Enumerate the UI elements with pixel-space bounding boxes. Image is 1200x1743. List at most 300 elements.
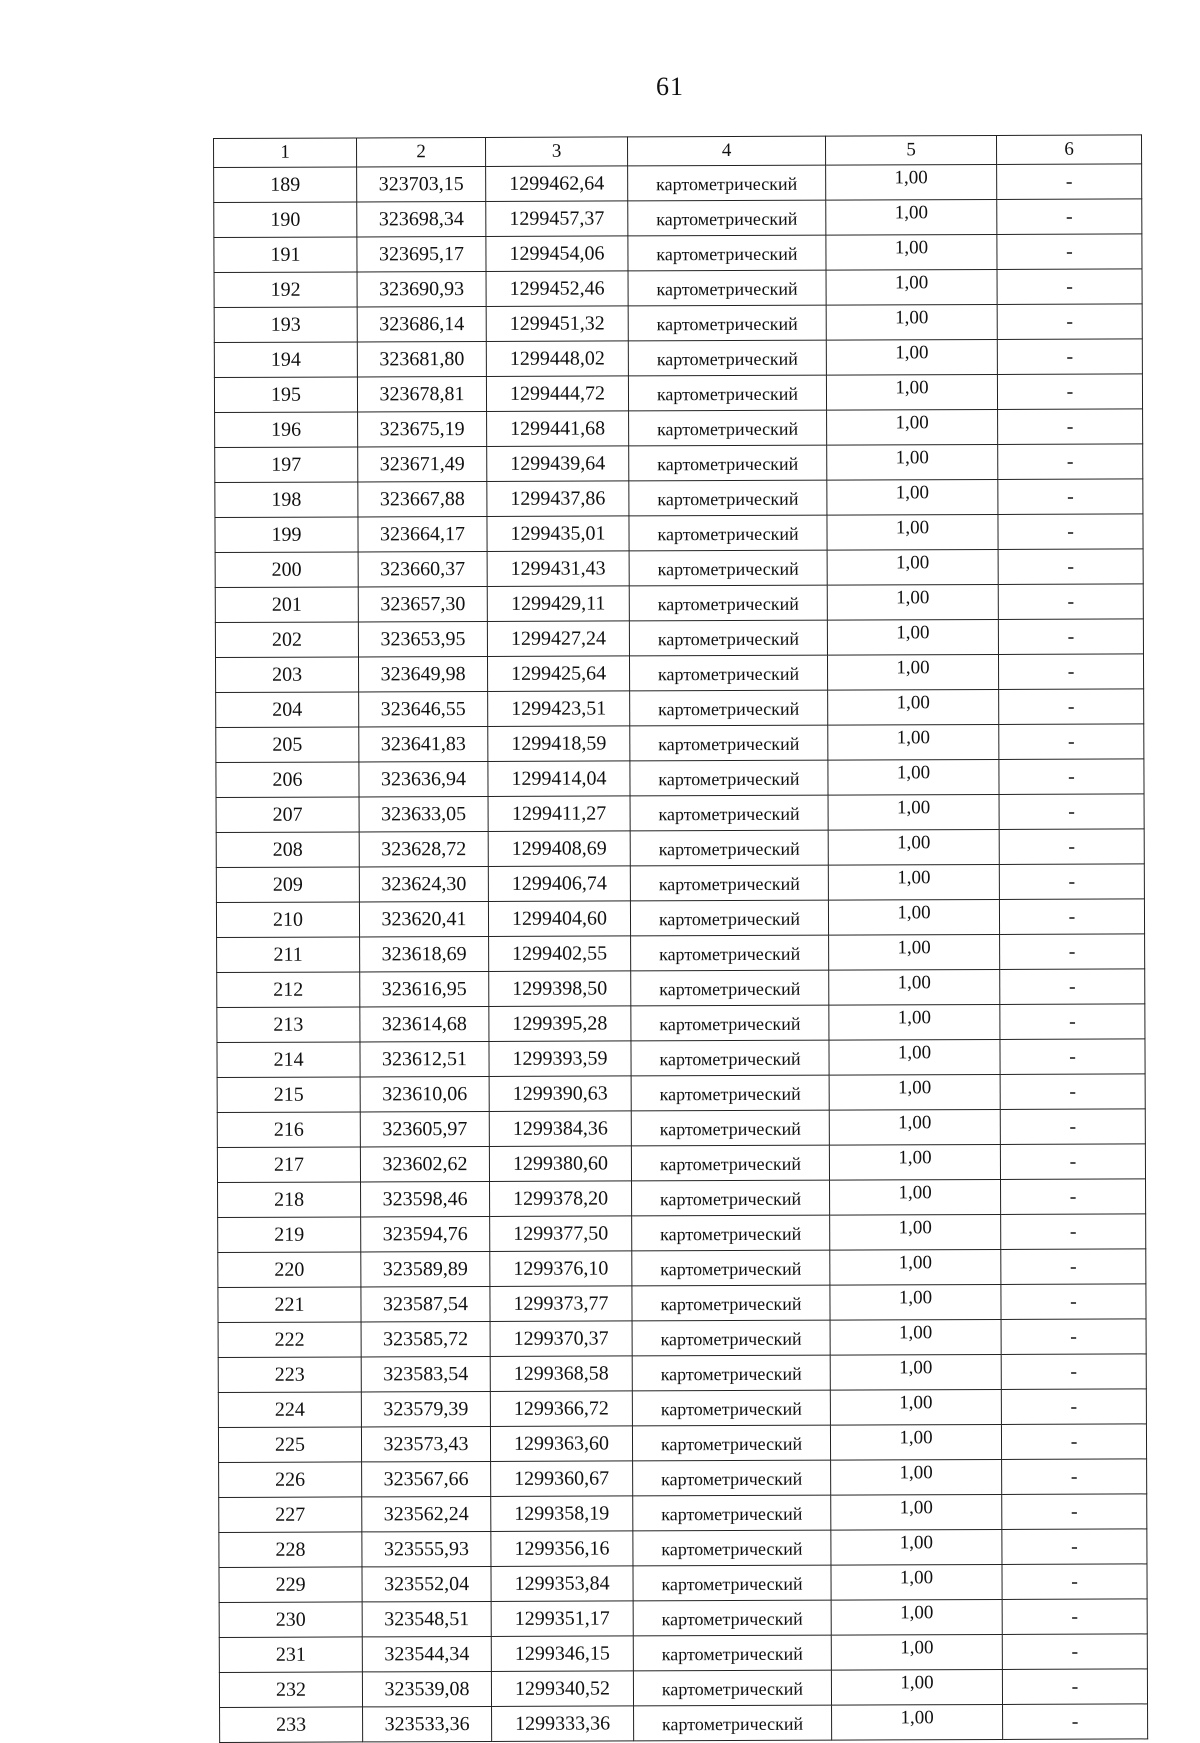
- table-row: [218, 1319, 1146, 1358]
- accuracy-cell: 1,00: [829, 969, 1000, 1005]
- y-coordinate-cell: 1299431,43: [487, 551, 629, 587]
- point-number-cell: 210: [216, 902, 359, 938]
- x-coordinate-cell: 323562,24: [362, 1496, 491, 1531]
- x-coordinate-cell: 323589,89: [361, 1251, 490, 1286]
- point-number-cell: 194: [214, 342, 357, 378]
- column-header-accuracy: 5: [825, 135, 996, 165]
- description-cell: -: [1001, 1319, 1146, 1355]
- method-cell: картометрический: [629, 655, 827, 691]
- description-cell: -: [1001, 1424, 1146, 1460]
- x-coordinate-cell: 323605,97: [360, 1111, 489, 1146]
- table-row: [219, 1669, 1147, 1708]
- x-coordinate-cell: 323573,43: [361, 1426, 490, 1461]
- table-row: [217, 1074, 1145, 1113]
- x-coordinate-cell: 323675,19: [358, 411, 487, 446]
- description-cell: -: [1000, 1144, 1145, 1180]
- x-coordinate-cell: 323686,14: [357, 306, 486, 341]
- table-row: [214, 234, 1142, 273]
- point-number-cell: 225: [218, 1427, 361, 1463]
- description-cell: -: [1002, 1599, 1147, 1635]
- description-cell: -: [1001, 1214, 1146, 1250]
- y-coordinate-cell: 1299429,11: [487, 586, 629, 622]
- description-cell: -: [997, 269, 1142, 305]
- point-number-cell: 207: [216, 797, 359, 833]
- accuracy-cell: 1,00: [830, 1179, 1001, 1215]
- x-coordinate-cell: 323612,51: [360, 1041, 489, 1076]
- description-cell: -: [1002, 1459, 1147, 1495]
- method-cell: картометрический: [629, 550, 827, 586]
- description-cell: -: [1001, 1389, 1146, 1425]
- accuracy-cell: 1,00: [828, 724, 999, 760]
- point-number-cell: 224: [218, 1392, 361, 1428]
- accuracy-cell: 1,00: [831, 1634, 1002, 1670]
- description-cell: -: [1000, 1039, 1145, 1075]
- method-cell: картометрический: [629, 620, 827, 656]
- description-cell: -: [997, 234, 1142, 270]
- description-cell: -: [998, 514, 1143, 550]
- table-row: [215, 654, 1143, 693]
- x-coordinate-cell: 323641,83: [359, 726, 488, 761]
- table-row: [218, 1424, 1146, 1463]
- method-cell: картометрический: [632, 1250, 830, 1286]
- accuracy-cell: 1,00: [830, 1424, 1001, 1460]
- y-coordinate-cell: 1299360,67: [491, 1461, 633, 1497]
- point-number-cell: 205: [216, 727, 359, 763]
- x-coordinate-cell: 323657,30: [358, 586, 487, 621]
- table-row: [215, 549, 1143, 588]
- point-number-cell: 196: [215, 412, 358, 448]
- description-cell: -: [1001, 1354, 1146, 1390]
- y-coordinate-cell: 1299363,60: [490, 1426, 632, 1462]
- description-cell: -: [997, 339, 1142, 375]
- x-coordinate-cell: 323544,34: [362, 1636, 491, 1671]
- table-row: [215, 584, 1143, 623]
- point-number-cell: 216: [217, 1112, 360, 1148]
- x-coordinate-cell: 323633,05: [359, 796, 488, 831]
- x-coordinate-cell: 323653,95: [358, 621, 487, 656]
- table-row: [219, 1459, 1147, 1498]
- y-coordinate-cell: 1299393,59: [489, 1041, 631, 1077]
- method-cell: картометрический: [632, 1425, 830, 1461]
- y-coordinate-cell: 1299398,50: [489, 971, 631, 1007]
- y-coordinate-cell: 1299370,37: [490, 1321, 632, 1357]
- accuracy-cell: 1,00: [829, 1039, 1000, 1075]
- description-cell: -: [998, 479, 1143, 515]
- table-row: [219, 1634, 1147, 1673]
- description-cell: -: [998, 409, 1143, 445]
- accuracy-cell: 1,00: [830, 1319, 1001, 1355]
- x-coordinate-cell: 323579,39: [361, 1391, 490, 1426]
- y-coordinate-cell: 1299452,46: [486, 271, 628, 307]
- x-coordinate-cell: 323598,46: [361, 1181, 490, 1216]
- x-coordinate-cell: 323585,72: [361, 1321, 490, 1356]
- point-number-cell: 212: [217, 972, 360, 1008]
- method-cell: картометрический: [629, 480, 827, 516]
- y-coordinate-cell: 1299356,16: [491, 1531, 633, 1567]
- description-cell: -: [1002, 1564, 1147, 1600]
- accuracy-cell: 1,00: [828, 794, 999, 830]
- table-row: [220, 1704, 1148, 1743]
- description-cell: -: [999, 864, 1144, 900]
- method-cell: картометрический: [632, 1320, 830, 1356]
- description-cell: -: [999, 794, 1144, 830]
- accuracy-cell: 1,00: [828, 864, 999, 900]
- y-coordinate-cell: 1299448,02: [486, 341, 628, 377]
- description-cell: -: [997, 304, 1142, 340]
- accuracy-cell: 1,00: [828, 759, 999, 795]
- table-row: [214, 199, 1142, 238]
- y-coordinate-cell: 1299439,64: [487, 446, 629, 482]
- accuracy-cell: 1,00: [830, 1214, 1001, 1250]
- x-coordinate-cell: 323583,54: [361, 1356, 490, 1391]
- description-cell: -: [997, 374, 1142, 410]
- y-coordinate-cell: 1299454,06: [486, 236, 628, 272]
- point-number-cell: 217: [217, 1147, 360, 1183]
- accuracy-cell: 1,00: [829, 1004, 1000, 1040]
- table-row: [217, 1004, 1145, 1043]
- point-number-cell: 189: [214, 167, 357, 203]
- x-coordinate-cell: 323695,17: [357, 236, 486, 271]
- accuracy-cell: 1,00: [827, 549, 998, 585]
- description-cell: -: [1002, 1529, 1147, 1565]
- method-cell: картометрический: [632, 1180, 830, 1216]
- point-number-cell: 199: [215, 517, 358, 553]
- y-coordinate-cell: 1299418,59: [488, 726, 630, 762]
- table-body: [214, 164, 1148, 1743]
- accuracy-cell: 1,00: [826, 304, 997, 340]
- point-number-cell: 228: [219, 1532, 362, 1568]
- y-coordinate-cell: 1299404,60: [488, 901, 630, 937]
- point-number-cell: 214: [217, 1042, 360, 1078]
- table-row: [215, 409, 1143, 448]
- table-row: [214, 339, 1142, 378]
- description-cell: -: [1000, 1109, 1145, 1145]
- method-cell: картометрический: [631, 970, 829, 1006]
- table-row: [216, 759, 1144, 798]
- description-cell: -: [1000, 1004, 1145, 1040]
- y-coordinate-cell: 1299406,74: [488, 866, 630, 902]
- method-cell: картометрический: [633, 1600, 831, 1636]
- point-number-cell: 221: [218, 1287, 361, 1323]
- method-cell: картометрический: [633, 1565, 831, 1601]
- method-cell: картометрический: [631, 1110, 829, 1146]
- accuracy-cell: 1,00: [829, 934, 1000, 970]
- x-coordinate-cell: 323678,81: [357, 376, 486, 411]
- description-cell: -: [1002, 1634, 1147, 1670]
- x-coordinate-cell: 323533,36: [363, 1706, 492, 1741]
- x-coordinate-cell: 323649,98: [358, 656, 487, 691]
- table-row: [216, 829, 1144, 868]
- table-row: [215, 619, 1143, 658]
- point-number-cell: 219: [218, 1217, 361, 1253]
- table-row: [216, 864, 1144, 903]
- table-row: [214, 269, 1142, 308]
- table-row: [217, 969, 1145, 1008]
- column-header-x: 2: [357, 137, 486, 166]
- y-coordinate-cell: 1299423,51: [488, 691, 630, 727]
- table-row: [218, 1284, 1146, 1323]
- description-cell: -: [999, 689, 1144, 725]
- method-cell: картометрический: [628, 340, 826, 376]
- table-row: [214, 164, 1142, 203]
- description-cell: -: [998, 444, 1143, 480]
- y-coordinate-cell: 1299384,36: [489, 1111, 631, 1147]
- description-cell: -: [998, 549, 1143, 585]
- method-cell: картометрический: [628, 375, 826, 411]
- description-cell: -: [1000, 969, 1145, 1005]
- table-row: [217, 1144, 1145, 1183]
- accuracy-cell: 1,00: [830, 1284, 1001, 1320]
- point-number-cell: 204: [216, 692, 359, 728]
- table-row: [219, 1599, 1147, 1638]
- x-coordinate-cell: 323602,62: [360, 1146, 489, 1181]
- method-cell: картометрический: [628, 200, 826, 236]
- y-coordinate-cell: 1299378,20: [490, 1181, 632, 1217]
- table-row: [219, 1564, 1147, 1603]
- method-cell: картометрический: [633, 1670, 831, 1706]
- y-coordinate-cell: 1299425,64: [487, 656, 629, 692]
- accuracy-cell: 1,00: [829, 1074, 1000, 1110]
- table-row: [219, 1529, 1147, 1568]
- point-number-cell: 200: [215, 552, 358, 588]
- table-row: [216, 724, 1144, 763]
- description-cell: -: [999, 829, 1144, 865]
- accuracy-cell: 1,00: [826, 374, 997, 410]
- y-coordinate-cell: 1299414,04: [488, 761, 630, 797]
- method-cell: картометрический: [629, 410, 827, 446]
- description-cell: -: [1000, 1074, 1145, 1110]
- method-cell: картометрический: [632, 1355, 830, 1391]
- point-number-cell: 192: [214, 272, 357, 308]
- table-row: [215, 444, 1143, 483]
- description-cell: -: [1002, 1669, 1147, 1705]
- method-cell: картометрический: [629, 515, 827, 551]
- page-number: 61: [656, 72, 684, 101]
- method-cell: картометрический: [630, 865, 828, 901]
- y-coordinate-cell: 1299366,72: [490, 1391, 632, 1427]
- y-coordinate-cell: 1299373,77: [490, 1286, 632, 1322]
- y-coordinate-cell: 1299351,17: [491, 1601, 633, 1637]
- point-number-cell: 197: [215, 447, 358, 483]
- y-coordinate-cell: 1299457,37: [486, 201, 628, 237]
- method-cell: картометрический: [633, 1635, 831, 1671]
- point-number-cell: 195: [214, 377, 357, 413]
- accuracy-cell: 1,00: [827, 479, 998, 515]
- y-coordinate-cell: 1299435,01: [487, 516, 629, 552]
- point-number-cell: 202: [215, 622, 358, 658]
- table-row: [214, 304, 1142, 343]
- method-cell: картометрический: [628, 165, 826, 201]
- description-cell: -: [1003, 1704, 1148, 1740]
- accuracy-cell: 1,00: [831, 1669, 1002, 1705]
- point-number-cell: 231: [219, 1637, 362, 1673]
- accuracy-cell: 1,00: [831, 1564, 1002, 1600]
- x-coordinate-cell: 323628,72: [359, 831, 488, 866]
- method-cell: картометрический: [631, 1005, 829, 1041]
- point-number-cell: 232: [219, 1672, 362, 1708]
- accuracy-cell: 1,00: [827, 514, 998, 550]
- point-number-cell: 190: [214, 202, 357, 238]
- description-cell: -: [1001, 1284, 1146, 1320]
- method-cell: картометрический: [628, 270, 826, 306]
- x-coordinate-cell: 323660,37: [358, 551, 487, 586]
- table-row: [217, 1039, 1145, 1078]
- description-cell: -: [998, 619, 1143, 655]
- y-coordinate-cell: 1299358,19: [491, 1496, 633, 1532]
- table-row: [218, 1354, 1146, 1393]
- table-row: [218, 1214, 1146, 1253]
- point-number-cell: 215: [217, 1077, 360, 1113]
- x-coordinate-cell: 323594,76: [361, 1216, 490, 1251]
- method-cell: картометрический: [632, 1285, 830, 1321]
- method-cell: картометрический: [628, 305, 826, 341]
- description-cell: -: [997, 199, 1142, 235]
- accuracy-cell: 1,00: [828, 899, 999, 935]
- accuracy-cell: 1,00: [831, 1529, 1002, 1565]
- description-cell: -: [999, 759, 1144, 795]
- table-row: [216, 899, 1144, 938]
- x-coordinate-cell: 323664,17: [358, 516, 487, 551]
- y-coordinate-cell: 1299377,50: [490, 1216, 632, 1252]
- table-row: [218, 1389, 1146, 1428]
- x-coordinate-cell: 323620,41: [359, 901, 488, 936]
- table-header: [214, 135, 1142, 168]
- accuracy-cell: 1,00: [829, 1144, 1000, 1180]
- method-cell: картометрический: [630, 690, 828, 726]
- y-coordinate-cell: 1299408,69: [488, 831, 630, 867]
- point-number-cell: 222: [218, 1322, 361, 1358]
- accuracy-cell: 1,00: [826, 339, 997, 375]
- y-coordinate-cell: 1299380,60: [489, 1146, 631, 1182]
- method-cell: картометрический: [631, 935, 829, 971]
- table-row: [217, 1109, 1145, 1148]
- accuracy-cell: 1,00: [830, 1249, 1001, 1285]
- x-coordinate-cell: 323624,30: [359, 866, 488, 901]
- accuracy-cell: 1,00: [829, 1109, 1000, 1145]
- y-coordinate-cell: 1299340,52: [491, 1671, 633, 1707]
- point-number-cell: 211: [217, 937, 360, 973]
- y-coordinate-cell: 1299353,84: [491, 1566, 633, 1602]
- table-row: [218, 1249, 1146, 1288]
- y-coordinate-cell: 1299451,32: [486, 306, 628, 342]
- point-number-cell: 230: [219, 1602, 362, 1638]
- point-number-cell: 193: [214, 307, 357, 343]
- table-row: [214, 374, 1142, 413]
- description-cell: -: [998, 584, 1143, 620]
- column-header-y: 3: [485, 137, 627, 167]
- y-coordinate-cell: 1299368,58: [490, 1356, 632, 1392]
- point-number-cell: 213: [217, 1007, 360, 1043]
- method-cell: картометрический: [630, 830, 828, 866]
- accuracy-cell: 1,00: [828, 829, 999, 865]
- x-coordinate-cell: 323616,95: [360, 971, 489, 1006]
- y-coordinate-cell: 1299395,28: [489, 1006, 631, 1042]
- method-cell: картометрический: [628, 235, 826, 271]
- accuracy-cell: 1,00: [827, 654, 998, 690]
- table-row: [217, 934, 1145, 973]
- accuracy-cell: 1,00: [827, 619, 998, 655]
- y-coordinate-cell: 1299441,68: [487, 411, 629, 447]
- method-cell: картометрический: [630, 795, 828, 831]
- method-cell: картометрический: [629, 445, 827, 481]
- description-cell: -: [1002, 1494, 1147, 1530]
- method-cell: картометрический: [633, 1460, 831, 1496]
- method-cell: картометрический: [632, 1215, 830, 1251]
- accuracy-cell: 1,00: [827, 444, 998, 480]
- y-coordinate-cell: 1299411,27: [488, 796, 630, 832]
- method-cell: картометрический: [630, 900, 828, 936]
- x-coordinate-cell: 323690,93: [357, 271, 486, 306]
- x-coordinate-cell: 323636,94: [359, 761, 488, 796]
- x-coordinate-cell: 323555,93: [362, 1531, 491, 1566]
- coordinates-table: [213, 134, 1148, 1743]
- description-cell: -: [998, 654, 1143, 690]
- point-number-cell: 191: [214, 237, 357, 273]
- y-coordinate-cell: 1299390,63: [489, 1076, 631, 1112]
- column-header-method: 4: [627, 136, 825, 166]
- table-row: [215, 514, 1143, 553]
- x-coordinate-cell: 323618,69: [360, 936, 489, 971]
- table-row: [219, 1494, 1147, 1533]
- y-coordinate-cell: 1299333,36: [492, 1706, 634, 1742]
- description-cell: -: [997, 164, 1142, 200]
- table-row: [215, 479, 1143, 518]
- table-row: [216, 689, 1144, 728]
- point-number-cell: 203: [215, 657, 358, 693]
- accuracy-cell: 1,00: [831, 1459, 1002, 1495]
- y-coordinate-cell: 1299427,24: [487, 621, 629, 657]
- method-cell: картометрический: [629, 585, 827, 621]
- point-number-cell: 206: [216, 762, 359, 798]
- method-cell: картометрический: [631, 1145, 829, 1181]
- point-number-cell: 208: [216, 832, 359, 868]
- y-coordinate-cell: 1299346,15: [491, 1636, 633, 1672]
- y-coordinate-cell: 1299376,10: [490, 1251, 632, 1287]
- point-number-cell: 218: [218, 1182, 361, 1218]
- x-coordinate-cell: 323567,66: [362, 1461, 491, 1496]
- point-number-cell: 229: [219, 1567, 362, 1603]
- x-coordinate-cell: 323614,68: [360, 1006, 489, 1041]
- point-number-cell: 198: [215, 482, 358, 518]
- method-cell: картометрический: [633, 1495, 831, 1531]
- x-coordinate-cell: 323646,55: [359, 691, 488, 726]
- method-cell: картометрический: [631, 1040, 829, 1076]
- column-header-point-number: 1: [214, 138, 357, 168]
- method-cell: картометрический: [630, 760, 828, 796]
- x-coordinate-cell: 323703,15: [357, 166, 486, 201]
- point-number-cell: 226: [219, 1462, 362, 1498]
- point-number-cell: 223: [218, 1357, 361, 1393]
- accuracy-cell: 1,00: [826, 234, 997, 270]
- y-coordinate-cell: 1299402,55: [489, 936, 631, 972]
- x-coordinate-cell: 323548,51: [362, 1601, 491, 1636]
- method-cell: картометрический: [634, 1705, 832, 1741]
- accuracy-cell: 1,00: [827, 584, 998, 620]
- y-coordinate-cell: 1299437,86: [487, 481, 629, 517]
- point-number-cell: 227: [219, 1497, 362, 1533]
- method-cell: картометрический: [632, 1390, 830, 1426]
- table-row: [216, 794, 1144, 833]
- accuracy-cell: 1,00: [830, 1354, 1001, 1390]
- description-cell: -: [1001, 1249, 1146, 1285]
- y-coordinate-cell: 1299462,64: [486, 166, 628, 202]
- x-coordinate-cell: 323698,34: [357, 201, 486, 236]
- point-number-cell: 220: [218, 1252, 361, 1288]
- accuracy-cell: 1,00: [831, 1494, 1002, 1530]
- x-coordinate-cell: 323671,49: [358, 446, 487, 481]
- accuracy-cell: 1,00: [826, 199, 997, 235]
- method-cell: картометрический: [630, 725, 828, 761]
